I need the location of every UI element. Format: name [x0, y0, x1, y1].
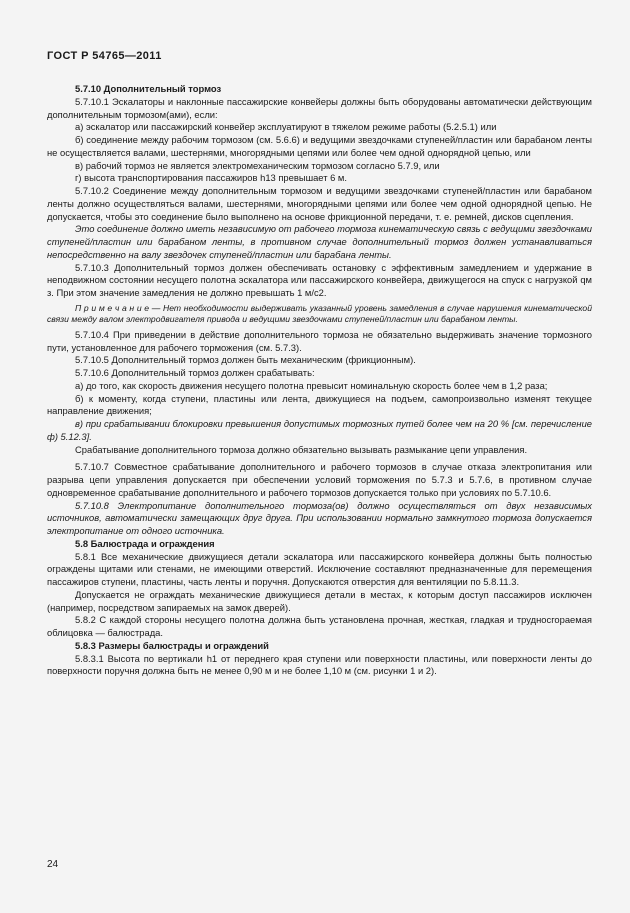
paragraph: 5.7.10.5 Дополнительный тормоз должен быть механическим (фрикционным). — [75, 354, 416, 366]
paragraph: Срабатывание дополнительного тормоза должно обязательно вызывать размыкание цепи управления. — [75, 443, 528, 455]
paragraph: а) до того, как скорость движения несущего полотна превысит номинальную скорость более чем в 1,2 раза; — [75, 379, 548, 391]
paragraph: 5.7.10.3 Дополнительный тормоз должен обеспечивать остановку с эффективным замедлением и удержание в неподвижном состоянии несущего полотна эскалатора или пассажирского конвейера, движущегося на спуск с нагрузкой qм з. При этом значение замедления не должно превышать 1 м/с2. — [47, 261, 592, 298]
paragraph: 5.7.10.1 Эскалаторы и наклонные пассажирские конвейеры должны быть оборудованы автоматически действующим дополнительным тормозом(ами), если: — [47, 95, 592, 120]
paragraph: 5.8.2 С каждой стороны несущего полотна должна быть установлена прочная, жесткая, гладкая и трудносгораемая облицовка — балюстрада. — [47, 614, 592, 638]
paragraph: б) соединение между рабочим тормозом (см. 5.6.6) и ведущими звездочками ступеней/пластин или барабаном ленты не осуществляется валами, шестернями, многорядными цепями или более чем одной однорядной цепью, или — [47, 134, 592, 158]
paragraph: г) высота транспортирования пассажиров h13 превышает 6 м. — [75, 172, 347, 184]
note-paragraph: П р и м е ч а н и е — Нет необходимости выдерживать указанный уровень замедления в случае нарушения кинематической связи между валом электродвигателя привода и ведущими звездочками ступеней/пластин или барабаном ленты. — [47, 302, 592, 325]
paragraph: 5.7.10.7 Совместное срабатывание дополнительного и рабочего тормозов в случае отказа электропитания или разрыва цепи управления допускается при обеспечении условий торможения по 5.7.3 и 5.7.6, в противном случае одновременное срабатывание дополнительного и рабочего тормозов допускается только при условиях по 5.7.10.6. — [47, 461, 592, 498]
paragraph: 5.7.10.8 Электропитание дополнительного тормоза(ов) должно осуществляться от двух независимых источников, автоматически замещающих друг друга. При использовании нормально замкнутого тормоза допускается электропитание от одного источника. — [47, 499, 592, 536]
paragraph: 5.8.3.1 Высота по вертикали h1 от переднего края ступени или поверхности пластины, или поверхности ленты до поверхности поручня должна быть не менее 0,90 м и не более 1,10 м (см. рисунки 1 и 2). — [47, 652, 592, 677]
page-number: 24 — [47, 859, 59, 870]
paragraph: 5.7.10.6 Дополнительный тормоз должен срабатывать: — [75, 367, 315, 378]
document-body — [47, 83, 592, 678]
paragraph: в) при срабатывании блокировки превышения допустимых тормозных путей более чем на 20 % [см. перечисление ф) 5.12.3]. — [47, 418, 592, 442]
paragraph: Это соединение должно иметь независимую от рабочего тормоза кинематическую связь с ведущими звездочками ступеней/пластин или барабаном ленты, в противном случае дополнительный тормоз должен устанавливаться непосредственно на валу звездочек ступеней/пластин или барабана ленты. — [47, 223, 592, 260]
section-heading: 5.7.10 Дополнительный тормоз — [75, 83, 222, 94]
document-header: ГОСТ Р 54765—2011 — [47, 50, 162, 62]
section-heading: 5.8.3 Размеры балюстрады и ограждений — [75, 639, 269, 651]
paragraph: б) к моменту, когда ступени, пластины или лента, движущиеся на подъем, самопроизвольно изменят текущее направление движения; — [47, 392, 592, 417]
paragraph: 5.7.10.2 Соединение между дополнительным тормозом и ведущими звездочками ступеней/пластин или барабаном ленты должно осуществляться валами, шестернями, многорядными цепями или более чем одной однорядной цепью. Не допускается, чтобы это соединение было выполнено на основе фрикционной передачи, т. е. ремней, дисков сцепления. — [47, 185, 592, 222]
paragraph: а) эскалатор или пассажирский конвейер эксплуатируют в тяжелом режиме работы (5.2.5.1) или — [75, 121, 497, 133]
paragraph: в) рабочий тормоз не является электромеханическим тормозом согласно 5.7.9, или — [75, 159, 440, 171]
paragraph: 5.7.10.4 При приведении в действие дополнительного тормоза не обязательно выдерживать значение тормозного пути, установленное для рабочего торможения (см. 5.7.3). — [47, 328, 592, 353]
paragraph: Допускается не ограждать механические движущиеся детали в местах, к которым доступ пассажиров исключен (например, посредством запираемых на замок дверей). — [47, 588, 592, 613]
section-heading: 5.8 Балюстрада и ограждения — [75, 537, 215, 549]
paragraph: 5.8.1 Все механические движущиеся детали эскалатора или пассажирского конвейера должны быть полностью ограждены щитами или стенами, не имеющими отверстий. Исключение составляют предназначенные для перемещения пассажиров ступени, пластины, часть ленты и поручня. Допускаются отверстия для вентиляции по 5.8.11.3. — [47, 550, 592, 587]
